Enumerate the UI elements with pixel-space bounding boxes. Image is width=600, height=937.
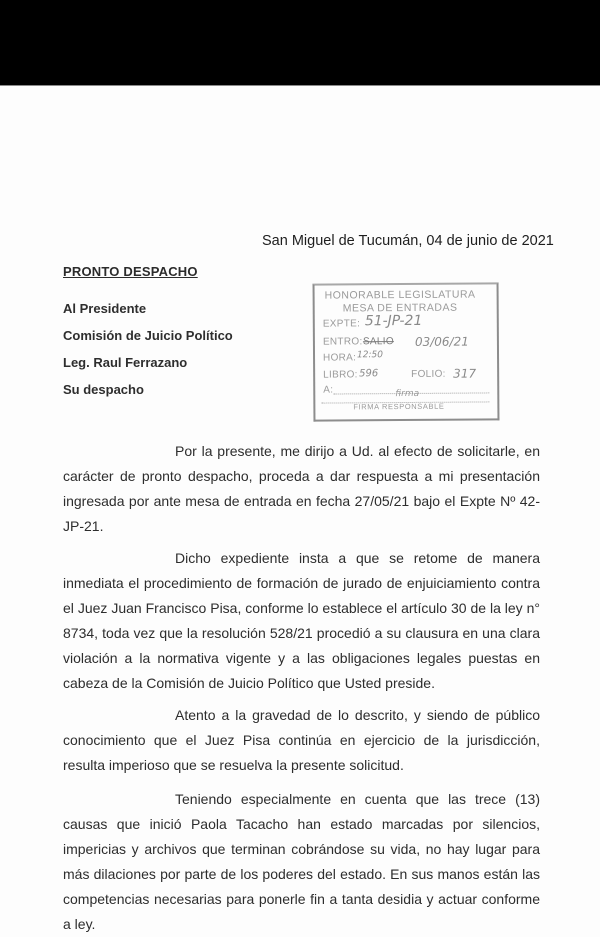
- dateline: San Miguel de Tucumán, 04 de junio de 2021: [262, 233, 554, 249]
- stamp-entro-value: 03/06/21: [414, 334, 469, 349]
- paragraph-3: [63, 703, 540, 778]
- paragraph-2: [63, 546, 540, 696]
- stamp-institution: HONORABLE LEGISLATURA: [324, 288, 476, 302]
- paragraph-4: [63, 787, 540, 937]
- stamp-signature: firma: [395, 388, 420, 400]
- top-black-bar: [0, 0, 600, 86]
- stamp-libro-value: 596: [359, 368, 379, 380]
- paragraph-1: [63, 439, 540, 539]
- stamp-expte-label: EXPTE:: [322, 318, 361, 330]
- stamp-folio-label: FOLIO:: [411, 368, 446, 380]
- paragraph-3-text: Atento a la gravedad de lo descrito, y siendo de público conocimiento que el Juez Pisa continúa en ejercicio de la jurisdicción, resulta imperioso que se resuelva la presente solicitud.: [63, 707, 540, 773]
- stamp-office: MESA DE ENTRADAS: [342, 301, 458, 315]
- stamp-hora-label: HORA:: [323, 352, 357, 364]
- stamp-expte-value: 51-JP-21: [364, 312, 423, 330]
- stamp-firma-label: FIRMA RESPONSABLE: [353, 401, 445, 412]
- stamp-a-label: A:: [323, 384, 334, 396]
- stamp-hora-value: 12:50: [356, 350, 383, 361]
- paragraph-1-text: Por la presente, me dirijo a Ud. al efecto de solicitarle, en carácter de pronto despacho, proceda a dar respuesta a mi presentación ingresada por ante mesa de entrada en fecha 27/05/21 bajo el Expte Nº 42-JP-21.: [63, 443, 540, 534]
- document-heading: PRONTO DESPACHO: [63, 264, 198, 279]
- reception-stamp: [313, 282, 500, 421]
- addressee-line-3: Leg. Raul Ferrazano: [63, 355, 188, 370]
- stamp-entro-label: ENTRO:: [322, 336, 363, 348]
- stamp-folio-value: 317: [453, 366, 477, 381]
- addressee-line-1: Al Presidente: [63, 301, 147, 316]
- addressee-line-2: Comisión de Juicio Político: [63, 328, 233, 343]
- paragraph-4-text: Teniendo especialmente en cuenta que las trece (13) causas que inició Paola Tacacho han estado marcadas por silencios, impericias y archivos que terminan cobrándose su vida, no hay lugar para más dilaciones por parte de los poderes del estado. En sus manos están las competencias necesarias para ponerle fin a tanta desidia y actuar conforme a ley.: [63, 791, 540, 932]
- stamp-libro-label: LIBRO:: [323, 369, 358, 381]
- stamp-salio-label: SALIO: [362, 336, 394, 348]
- addressee-line-4: Su despacho: [63, 382, 144, 397]
- paragraph-2-text: Dicho expediente insta a que se retome de manera inmediata el procedimiento de formación de jurado de enjuiciamiento contra el Juez Juan Francisco Pisa, conforme lo establece el artículo 30 de la ley n° 8734, toda vez que la resolución 528/21 procedió a su clausura en una clara violación a la normativa vigente y a las obligaciones legales puestas en cabeza de la Comisión de Juicio Político que Usted preside.: [63, 550, 540, 691]
